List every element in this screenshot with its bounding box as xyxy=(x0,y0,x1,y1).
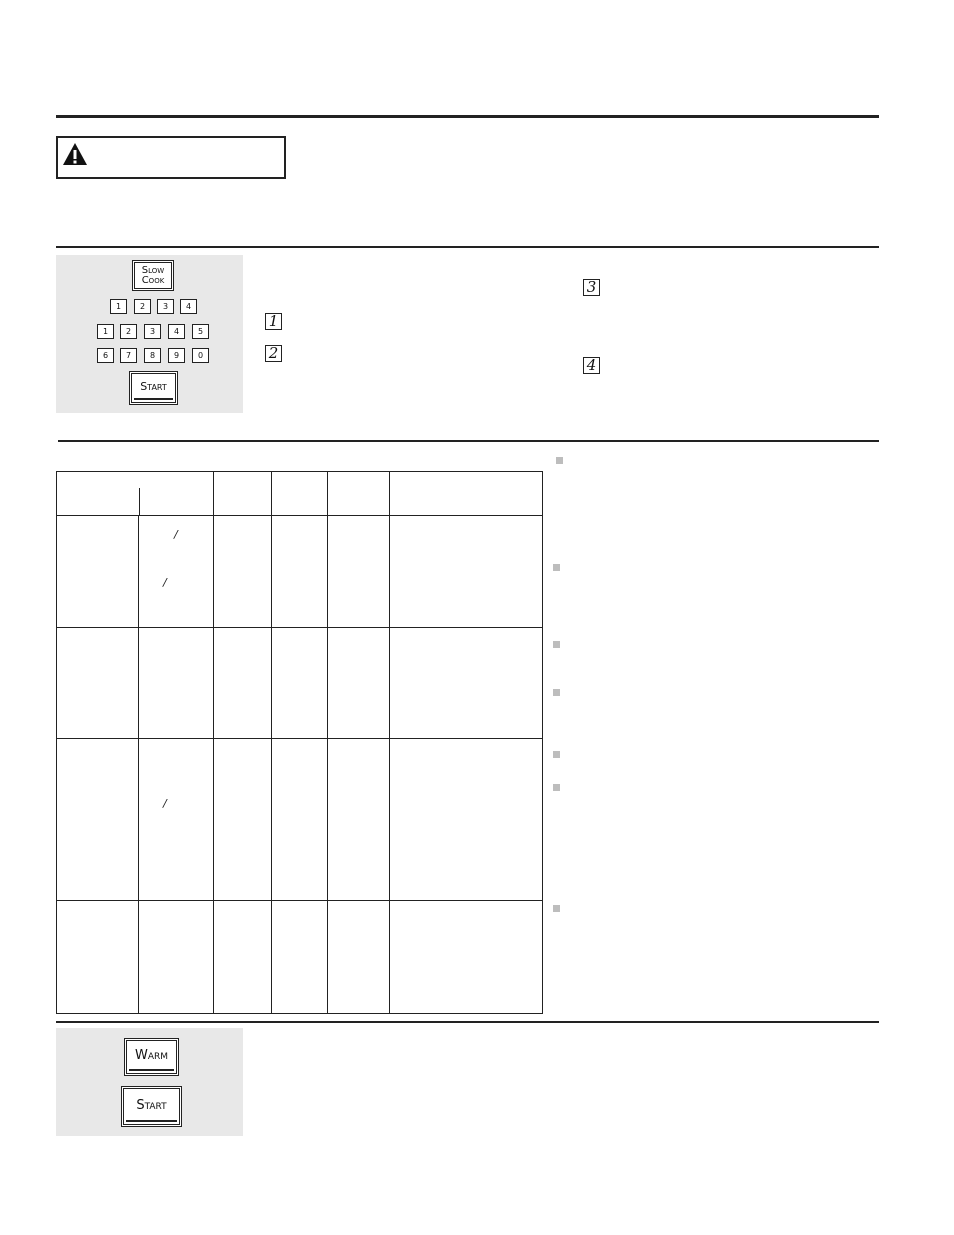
bullet-marker xyxy=(553,564,560,571)
step-1-marker: 1 xyxy=(265,313,282,330)
bullet-marker xyxy=(553,784,560,791)
slow-cook-label-line2: Cook xyxy=(141,275,165,286)
table-cell xyxy=(272,516,328,628)
table-cell xyxy=(214,516,272,628)
table-header-row xyxy=(57,472,543,516)
bullet-marker xyxy=(553,641,560,648)
slow-cook-button[interactable] xyxy=(134,262,172,289)
slash-mark: / xyxy=(163,797,167,810)
power-key-3[interactable]: 3 xyxy=(157,299,174,314)
step-3-marker: 3 xyxy=(583,279,600,296)
step-2-marker: 2 xyxy=(265,345,282,362)
table-row xyxy=(57,628,543,739)
table-cell xyxy=(139,901,214,1014)
table-cell xyxy=(139,739,214,901)
number-key-3[interactable]: 3 xyxy=(144,324,161,339)
power-key-1[interactable]: 1 xyxy=(110,299,127,314)
table-cell xyxy=(390,516,543,628)
number-key-9[interactable]: 9 xyxy=(168,348,185,363)
number-key-1[interactable]: 1 xyxy=(97,324,114,339)
start-button[interactable] xyxy=(123,1088,180,1125)
bullet-marker xyxy=(553,751,560,758)
table-cell xyxy=(328,739,390,901)
slow-cook-label-line1: Slow xyxy=(141,265,165,276)
table-cell xyxy=(272,901,328,1014)
header-divider xyxy=(139,488,140,515)
power-key-4[interactable]: 4 xyxy=(180,299,197,314)
table-cell xyxy=(390,901,543,1014)
table-row xyxy=(57,739,543,901)
table-header-cell xyxy=(390,472,543,516)
table-cell xyxy=(328,628,390,739)
start-button-label: Start xyxy=(140,380,167,393)
table-cell xyxy=(328,516,390,628)
table-cell xyxy=(57,901,139,1014)
section-rule-warm xyxy=(56,1021,879,1023)
table-cell xyxy=(57,628,139,739)
number-key-2[interactable]: 2 xyxy=(120,324,137,339)
power-key-2[interactable]: 2 xyxy=(134,299,151,314)
number-key-8[interactable]: 8 xyxy=(144,348,161,363)
number-key-5[interactable]: 5 xyxy=(192,324,209,339)
table-row xyxy=(57,516,543,628)
warning-box xyxy=(56,136,286,179)
step-4-marker: 4 xyxy=(583,357,600,374)
table-cell xyxy=(272,739,328,901)
table-cell xyxy=(57,516,139,628)
number-key-7[interactable]: 7 xyxy=(120,348,137,363)
table-header-cell xyxy=(57,472,214,516)
table-row xyxy=(57,901,543,1014)
top-rule xyxy=(56,115,879,118)
number-key-6[interactable]: 6 xyxy=(97,348,114,363)
number-key-4[interactable]: 4 xyxy=(168,324,185,339)
table-cell xyxy=(214,628,272,739)
cooking-guide-table xyxy=(56,471,543,1014)
bullet-marker xyxy=(553,905,560,912)
slash-mark: / xyxy=(163,576,167,589)
table-cell xyxy=(214,739,272,901)
table-cell xyxy=(214,901,272,1014)
warm-button-label: Warm xyxy=(134,1048,169,1063)
table-cell xyxy=(390,739,543,901)
warm-button[interactable] xyxy=(126,1040,177,1074)
table-header-cell xyxy=(272,472,328,516)
start-button[interactable] xyxy=(131,373,176,403)
table-cell xyxy=(139,516,214,628)
table-header-cell xyxy=(214,472,272,516)
slash-mark: / xyxy=(174,528,178,541)
section-rule-table xyxy=(58,440,879,442)
table-cell xyxy=(57,739,139,901)
bullet-marker xyxy=(553,689,560,696)
warning-triangle-icon xyxy=(62,142,88,166)
table-header-cell xyxy=(328,472,390,516)
number-key-0[interactable]: 0 xyxy=(192,348,209,363)
slow-cook-keypad-panel xyxy=(56,255,243,413)
table-cell xyxy=(272,628,328,739)
table-cell xyxy=(390,628,543,739)
bullet-marker xyxy=(556,457,563,464)
table-cell xyxy=(139,628,214,739)
warm-keypad-panel xyxy=(56,1028,243,1136)
start-button-label: Start xyxy=(136,1098,167,1113)
section-rule-slow-cook xyxy=(56,246,879,248)
table-cell xyxy=(328,901,390,1014)
